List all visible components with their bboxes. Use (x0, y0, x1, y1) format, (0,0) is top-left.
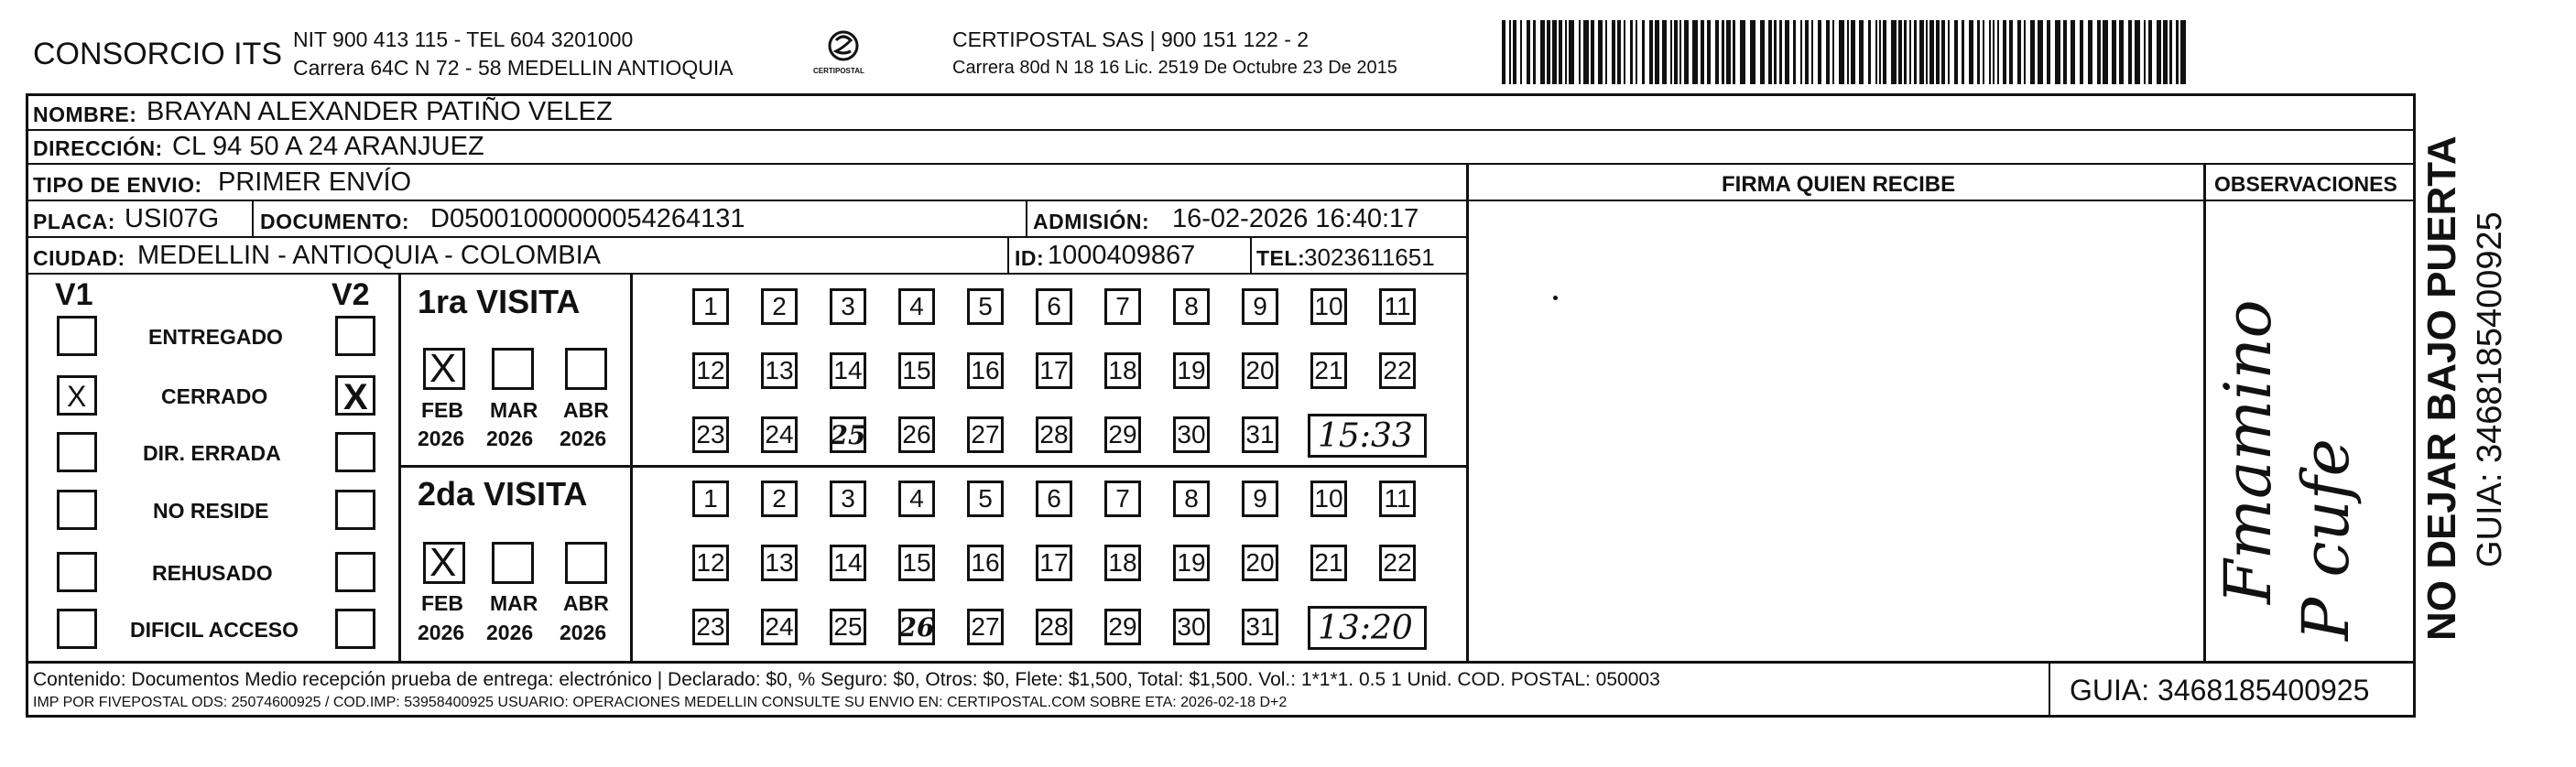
visit-2-day-11[interactable]: 11 (1379, 481, 1416, 517)
visit-1-day-5[interactable]: 5 (967, 288, 1004, 325)
v1-checkbox-2[interactable] (57, 375, 97, 416)
visit-2-day-7[interactable]: 7 (1104, 481, 1141, 517)
v2-checkbox-6[interactable] (335, 609, 375, 649)
visit-1-day-2[interactable]: 2 (761, 288, 798, 325)
status-option-label: DIR. ERRADA (143, 441, 281, 465)
visit-2-day-10[interactable]: 10 (1310, 481, 1347, 517)
visit-1-day-4[interactable]: 4 (898, 288, 935, 325)
visit-2-time-box[interactable] (1308, 606, 1427, 650)
visit-2-month-checkbox[interactable] (565, 542, 607, 584)
v1-label: V1 (55, 277, 93, 312)
visit-2-day-19[interactable]: 19 (1173, 545, 1210, 581)
visit-1-day-12[interactable]: 12 (692, 352, 729, 389)
side-guide: GUIA: 3468185400925 (2471, 211, 2509, 567)
visit-2-day-28[interactable]: 28 (1036, 609, 1072, 645)
visit-1-day-26[interactable]: 26 (898, 416, 935, 453)
visit-1-day-31[interactable]: 31 (1242, 416, 1278, 453)
type-label: TIPO DE ENVIO: (33, 173, 202, 197)
visit-2-day-4[interactable]: 4 (898, 481, 935, 517)
visit-1-day-10[interactable]: 10 (1310, 288, 1347, 325)
status-option-label: DIFICIL ACCESO (130, 618, 299, 642)
visit-1-title: 1ra VISITA (418, 283, 581, 320)
visit-1-day-18[interactable]: 18 (1104, 352, 1141, 389)
v2-checkbox-3[interactable] (335, 432, 375, 472)
observations-header: OBSERVACIONES (2214, 172, 2397, 196)
visit-1-year-label: 2026 (486, 427, 534, 450)
visit-2-month-checkbox[interactable] (423, 542, 465, 584)
visit-2-month-label: FEB (421, 591, 463, 615)
status-option-label: REHUSADO (152, 561, 273, 585)
side-warning: NO DEJAR BAJO PUERTA (2419, 135, 2464, 641)
visit-1-year-label: 2026 (418, 427, 465, 450)
visit-2-day-13[interactable]: 13 (761, 545, 798, 581)
visit-2-year-label: 2026 (486, 621, 534, 644)
visit-1-day-16[interactable]: 16 (967, 352, 1004, 389)
visit-2-year-label: 2026 (560, 621, 607, 644)
visit-1-day-8[interactable]: 8 (1173, 288, 1210, 325)
visit-1-day-29[interactable]: 29 (1104, 416, 1141, 453)
visit-2-day-20[interactable]: 20 (1242, 545, 1278, 581)
visit-1-time-box[interactable] (1308, 414, 1427, 458)
visit-2-day-27[interactable]: 27 (967, 609, 1004, 645)
visit-2-month-label: MAR (490, 591, 538, 615)
visit-2-day-1[interactable]: 1 (692, 481, 729, 517)
visit-1-day-3[interactable]: 3 (830, 288, 866, 325)
visit-1-day-6[interactable]: 6 (1036, 288, 1072, 325)
visit-2-day-8[interactable]: 8 (1173, 481, 1210, 517)
visit-2-day-15[interactable]: 15 (898, 545, 935, 581)
visit-1-month-label: ABR (563, 398, 609, 422)
document-value: D05001000000054264131 (430, 204, 745, 233)
visit-1-month-checkbox[interactable] (492, 348, 534, 390)
v2-mark: X (343, 377, 368, 417)
visit-2-day-21[interactable]: 21 (1310, 545, 1347, 581)
status-option-label: CERRADO (161, 384, 268, 408)
tel-label: TEL: (1256, 246, 1306, 270)
visit-2-day-23[interactable]: 23 (692, 609, 729, 645)
footer-content: Contenido: Documentos Medio recepción prueba de entrega: electrónico | Declarado: $0, % Seguro: $0, Otros: $0, Flete: $1,500, Total: $1,500. Vol.: 1*1*1. 0.5 1 Unid. COD. POSTAL: 050003 (33, 669, 1660, 690)
visit-1-day-24[interactable]: 24 (761, 416, 798, 453)
v2-label: V2 (332, 277, 370, 312)
status-option-label: NO RESIDE (153, 499, 269, 523)
visit-1-day-19[interactable]: 19 (1173, 352, 1210, 389)
carrier-line: CERTIPOSTAL SAS | 900 151 122 - 2 (952, 27, 1310, 51)
visit-1-day-15[interactable]: 15 (898, 352, 935, 389)
visit-2-day-29[interactable]: 29 (1104, 609, 1141, 645)
visit-1-day-30[interactable]: 30 (1173, 416, 1210, 453)
visit-2-day-26[interactable]: 26 (898, 609, 935, 645)
visit-1-day-20[interactable]: 20 (1242, 352, 1278, 389)
plate-label: PLACA: (33, 210, 115, 233)
address-value: CL 94 50 A 24 ARANJUEZ (172, 132, 484, 161)
company-nit: NIT 900 413 115 - TEL 604 3201000 (293, 27, 634, 51)
v1-mark: X (67, 380, 87, 413)
v1-checkbox-4[interactable] (57, 490, 97, 530)
observation-hand-2: P cufe (2288, 438, 2364, 641)
logo-text: CERTIPOSTAL (813, 67, 864, 75)
id-value: 1000409867 (1048, 241, 1196, 270)
v1-checkbox-1[interactable] (57, 316, 97, 356)
visit-1-day-25[interactable]: 25 (830, 416, 866, 453)
visit-1-day-28[interactable]: 28 (1036, 416, 1072, 453)
plate-value: USI07G (125, 204, 220, 233)
visit-2-day-17[interactable]: 17 (1036, 545, 1072, 581)
v2-checkbox-2[interactable] (335, 375, 375, 416)
visit-1-day-11[interactable]: 11 (1379, 288, 1416, 325)
license-line: Carrera 80d N 18 16 Lic. 2519 De Octubre 23 De 2015 (952, 58, 1397, 78)
name-label-text: NOMBRE: (33, 103, 137, 126)
visit-2-day-24[interactable]: 24 (761, 609, 798, 645)
document-label: DOCUMENTO: (260, 210, 410, 233)
id-label: ID: (1015, 246, 1045, 270)
city-label: CIUDAD: (33, 246, 125, 270)
visit-1-day-9[interactable]: 9 (1242, 288, 1278, 325)
visit-2-day-2[interactable]: 2 (761, 481, 798, 517)
visit-2-day-16[interactable]: 16 (967, 545, 1004, 581)
v2-checkbox-4[interactable] (335, 490, 375, 530)
visit-2-month-mark: X (429, 540, 457, 585)
visit-1-day-22[interactable]: 22 (1379, 352, 1416, 389)
visit-2-year-label: 2026 (418, 621, 465, 644)
visit-2-day-18[interactable]: 18 (1104, 545, 1141, 581)
header (0, 0, 2576, 92)
company-address: Carrera 64C N 72 - 58 MEDELLIN ANTIOQUIA (293, 56, 734, 80)
visit-1-month-checkbox[interactable] (423, 348, 465, 390)
visit-1-day-14[interactable]: 14 (830, 352, 866, 389)
type-value: PRIMER ENVÍO (218, 167, 412, 197)
city-value: MEDELLIN - ANTIOQUIA - COLOMBIA (137, 241, 601, 270)
signature-area[interactable] (1469, 202, 2203, 660)
v1-checkbox-3[interactable] (57, 432, 97, 472)
visit-1-day-23[interactable]: 23 (692, 416, 729, 453)
observation-hand-1: Fmamino (2211, 299, 2286, 604)
signature-header: FIRMA QUIEN RECIBE (1722, 172, 1956, 197)
visit-2-day-30[interactable]: 30 (1173, 609, 1210, 645)
visit-2-month-label: ABR (563, 591, 609, 615)
name-value: BRAYAN ALEXANDER PATIÑO VELEZ (147, 97, 613, 126)
visit-1-day-27[interactable]: 27 (967, 416, 1004, 453)
visit-1-day-13[interactable]: 13 (761, 352, 798, 389)
visit-1-time: 15:33 (1318, 417, 1413, 455)
visit-1-day-21[interactable]: 21 (1310, 352, 1347, 389)
visit-1-day-7[interactable]: 7 (1104, 288, 1141, 325)
visit-2-day-6[interactable]: 6 (1036, 481, 1072, 517)
v1-checkbox-5[interactable] (57, 552, 97, 592)
visit-2-day-25[interactable]: 25 (830, 609, 866, 645)
footer-print: IMP POR FIVEPOSTAL ODS: 25074600925 / COD.IMP: 53958400925 USUARIO: OPERACIONES MEDELLIN CONSULTE SU ENVIO EN: CERTIPOSTAL.COM SOBRE ETA: 2026-02-18 D+2 (33, 695, 1288, 710)
visit-2-time: 13:20 (1318, 610, 1413, 647)
company-name: CONSORCIO ITS (33, 37, 283, 71)
tel-value: 3023611651 (1304, 243, 1435, 271)
visit-2-day-12[interactable]: 12 (692, 545, 729, 581)
visit-2-day-9[interactable]: 9 (1242, 481, 1278, 517)
visit-1-day-17[interactable]: 17 (1036, 352, 1072, 389)
visit-2-day-14[interactable]: 14 (830, 545, 866, 581)
address-label: DIRECCIÓN: (33, 136, 163, 160)
visit-2-day-22[interactable]: 22 (1379, 545, 1416, 581)
visit-2-day-31[interactable]: 31 (1242, 609, 1278, 645)
certipostal-logo (811, 27, 875, 82)
barcode (1502, 20, 2198, 84)
v2-checkbox-1[interactable] (335, 316, 375, 356)
visit-2-title: 2da VISITA (418, 475, 588, 513)
visit-1-month-checkbox[interactable] (565, 348, 607, 390)
admission-label: ADMISIÓN: (1033, 210, 1150, 233)
visit-1-year-label: 2026 (560, 427, 607, 450)
visit-2-day-5[interactable]: 5 (967, 481, 1004, 517)
visit-2-day-3[interactable]: 3 (830, 481, 866, 517)
status-option-label: ENTREGADO (148, 325, 283, 349)
admission-value: 16-02-2026 16:40:17 (1172, 204, 1419, 233)
signature-dot (1553, 296, 1558, 300)
visit-1-month-label: FEB (421, 398, 463, 422)
footer-guide: GUIA: 3468185400925 (2070, 674, 2370, 707)
visit-1-month-mark: X (429, 346, 457, 391)
v1-checkbox-6[interactable] (57, 609, 97, 649)
v2-checkbox-5[interactable] (335, 552, 375, 592)
visit-1-month-label: MAR (490, 398, 538, 422)
visit-2-month-checkbox[interactable] (492, 542, 534, 584)
visit-1-day-1[interactable]: 1 (692, 288, 729, 325)
